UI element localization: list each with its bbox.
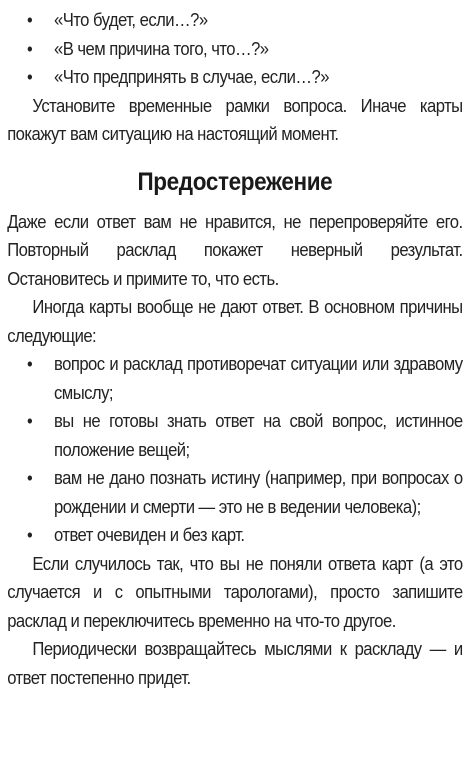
bullet-icon: • xyxy=(27,525,33,545)
paragraph-warning: Даже если ответ вам не нравится, не перепроверяйте его. Повторный расклад покажет неверный результат. Остановитесь и примите то, что есть. xyxy=(7,210,463,289)
list-item xyxy=(7,464,462,521)
intro-question-list xyxy=(7,6,462,92)
bullet-icon: • xyxy=(27,468,33,488)
list-item-text: ответ очевиден и без карт. xyxy=(54,524,245,545)
bullet-icon: • xyxy=(27,10,33,30)
reasons-list xyxy=(7,350,462,550)
paragraph-reasons-intro: Иногда карты вообще не дают ответ. В основном причины следующие: xyxy=(7,296,463,346)
intro-paragraph: Установите временные рамки вопроса. Иначе карты покажут вам ситуацию на настоящий момент. xyxy=(7,94,463,144)
list-item xyxy=(7,521,462,550)
list-item-text: вам не дано познать истину (например, при вопросах о рождении и смерти — это не в ведении человека); xyxy=(54,467,463,517)
list-item-text: «Что будет, если…?» xyxy=(54,9,208,30)
list-item-text: вопрос и расклад противоречат ситуации или здравому смыслу; xyxy=(54,353,463,403)
paragraph-if-unclear: Если случилось так, что вы не поняли ответа карт (а это случается и с опытными тарологами), просто запишите расклад и переключитесь временно на что-то другое. xyxy=(7,552,463,631)
list-item-text: вы не готовы знать ответ на свой вопрос, истинное положение вещей; xyxy=(54,410,463,460)
bullet-icon: • xyxy=(27,354,33,374)
list-item xyxy=(7,35,462,64)
list-item xyxy=(7,350,462,407)
bullet-icon: • xyxy=(27,411,33,431)
paragraph-return-later: Периодически возвращайтесь мыслями к раскладу — и ответ постепенно придет. xyxy=(7,638,463,688)
list-item xyxy=(7,6,462,35)
list-item xyxy=(7,407,462,464)
list-item-text: «В чем причина того, что…?» xyxy=(54,37,269,59)
list-item xyxy=(7,63,462,92)
section-title: Предостережение xyxy=(137,167,333,196)
bullet-icon: • xyxy=(27,67,33,87)
list-item-text: «Что предпринять в случае, если…?» xyxy=(54,66,329,87)
bullet-icon: • xyxy=(27,38,33,59)
